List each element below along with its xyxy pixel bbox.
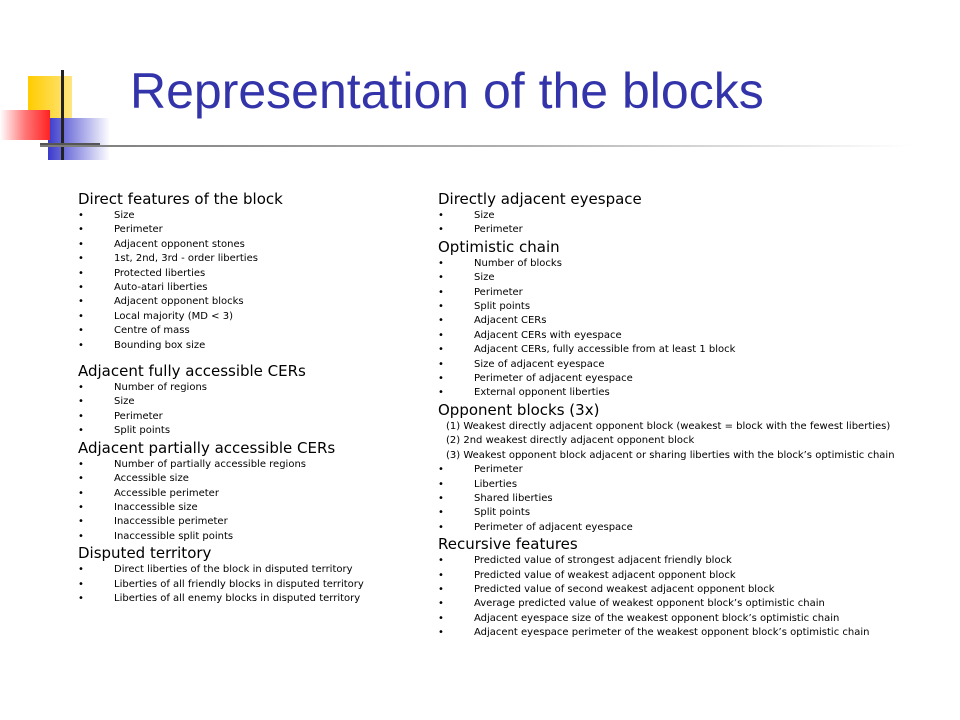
bullet-icon: • <box>78 530 84 542</box>
bullet-icon: • <box>78 267 84 279</box>
bullet-icon: • <box>78 382 84 394</box>
list-item <box>78 339 418 353</box>
bullet-icon: • <box>78 487 84 499</box>
section-list <box>78 209 418 353</box>
bullet-icon: • <box>438 257 444 269</box>
list-item <box>438 343 938 357</box>
list-item <box>78 410 418 424</box>
blue-square <box>48 118 110 160</box>
list-item-label: Liberties of all enemy blocks in disputed territory <box>114 592 361 604</box>
section-heading: Adjacent partially accessible CERs <box>78 438 336 457</box>
list-item <box>78 295 418 309</box>
list-item-label: Perimeter <box>474 464 523 476</box>
list-item <box>438 257 938 271</box>
note-line: (1) Weakest directly adjacent opponent block (weakest = block with the fewest liberties) <box>446 420 891 432</box>
bullet-icon: • <box>438 210 444 221</box>
bullet-icon: • <box>438 373 444 385</box>
list-item <box>78 578 418 592</box>
list-item-label: Predicted value of weakest adjacent opponent block <box>474 569 736 581</box>
list-item <box>438 492 938 506</box>
bullet-icon: • <box>78 501 84 513</box>
bullet-icon: • <box>438 224 444 236</box>
section-heading: Adjacent fully accessible CERs <box>78 362 306 381</box>
list-item-label: Accessible size <box>114 473 189 485</box>
list-item-label: Average predicted value of weakest opponent block’s optimistic chain <box>474 598 825 610</box>
list-item <box>438 597 938 611</box>
list-item-label: Adjacent eyespace size of the weakest opponent block’s optimistic chain <box>474 612 840 624</box>
bullet-icon: • <box>438 521 444 533</box>
bullet-icon: • <box>438 555 444 567</box>
bullet-icon: • <box>438 598 444 610</box>
list-item <box>438 372 938 386</box>
bullet-icon: • <box>438 612 444 624</box>
list-item-label: External opponent liberties <box>474 387 610 399</box>
list-item-label: Number of blocks <box>474 257 562 269</box>
section-heading: Disputed territory <box>78 544 212 563</box>
list-item <box>438 286 938 300</box>
bullet-icon: • <box>438 478 444 490</box>
section-heading: Directly adjacent eyespace <box>438 190 642 208</box>
list-item <box>438 569 938 583</box>
bullet-icon: • <box>438 344 444 356</box>
title-underline <box>40 145 910 147</box>
list-item <box>78 515 418 529</box>
list-item <box>78 472 418 486</box>
list-item <box>78 501 418 515</box>
bullet-icon: • <box>78 282 84 294</box>
list-item-label: Perimeter <box>114 410 163 422</box>
list-item-label: Adjacent opponent stones <box>114 238 245 250</box>
bullet-icon: • <box>78 425 84 437</box>
list-item-label: Auto-atari liberties <box>114 282 208 294</box>
list-item-label: Direct liberties of the block in disputed territory <box>114 564 353 576</box>
bullet-icon: • <box>78 224 84 236</box>
list-item-label: Perimeter <box>114 224 163 236</box>
bullet-icon: • <box>78 592 84 604</box>
list-item <box>438 223 938 237</box>
list-item <box>78 267 418 281</box>
bullet-icon: • <box>438 286 444 298</box>
list-item <box>78 530 418 544</box>
list-item-label: Perimeter <box>474 286 523 298</box>
list-item <box>78 592 418 606</box>
slide-title: Representation of the blocks <box>130 63 764 119</box>
section-heading: Recursive features <box>438 535 578 554</box>
section-heading: Opponent blocks (3x) <box>438 400 600 419</box>
bullet-icon: • <box>438 315 444 327</box>
list-item-label: Adjacent CERs, fully accessible from at least 1 block <box>474 344 736 356</box>
list-item-label: Predicted value of strongest adjacent friendly block <box>474 555 732 567</box>
bullet-icon: • <box>78 410 84 422</box>
bullet-icon: • <box>78 325 84 337</box>
list-item-label: Predicted value of second weakest adjacent opponent block <box>474 583 775 595</box>
list-item-label: Liberties of all friendly blocks in disputed territory <box>114 578 364 590</box>
bullet-icon: • <box>78 458 84 470</box>
list-item <box>438 314 938 328</box>
list-item <box>78 238 418 252</box>
list-item-label: Split points <box>474 507 531 519</box>
bullet-icon: • <box>78 238 84 250</box>
list-item <box>438 521 938 535</box>
list-item-label: Inaccessible size <box>114 501 198 513</box>
list-item <box>78 223 418 237</box>
list-item-label: Inaccessible perimeter <box>114 516 228 528</box>
list-item-label: Number of regions <box>114 382 208 394</box>
list-item <box>438 329 938 343</box>
section-heading: Direct features of the block <box>78 190 283 208</box>
list-item <box>78 252 418 266</box>
section-heading: Optimistic chain <box>438 237 560 256</box>
bullet-icon: • <box>78 253 84 265</box>
list-item-label: Size <box>474 272 495 284</box>
bullet-icon: • <box>438 627 444 639</box>
list-item <box>438 209 938 223</box>
bullet-icon: • <box>78 310 84 322</box>
list-item <box>438 386 938 400</box>
list-item <box>438 358 938 372</box>
list-item-label: Accessible perimeter <box>114 487 219 499</box>
list-item-label: Adjacent opponent blocks <box>114 296 244 308</box>
list-item <box>438 478 938 492</box>
note-line: (2) 2nd weakest directly adjacent opponent block <box>446 435 695 447</box>
list-item-label: Centre of mass <box>114 325 190 337</box>
bullet-icon: • <box>438 272 444 284</box>
list-item-label: Inaccessible split points <box>114 530 234 542</box>
bullet-icon: • <box>78 473 84 485</box>
list-item-label: Adjacent CERs with eyespace <box>474 329 622 341</box>
list-item-label: Size <box>474 210 495 221</box>
bullet-icon: • <box>438 492 444 504</box>
bullet-icon: • <box>438 569 444 581</box>
section-list <box>438 554 938 640</box>
list-item-label: Perimeter <box>474 224 523 236</box>
list-item-label: Protected liberties <box>114 267 206 279</box>
right-column <box>438 190 938 641</box>
note-line: (3) Weakest opponent block adjacent or sharing liberties with the block’s optimistic chain <box>446 449 895 461</box>
section-list <box>78 458 418 544</box>
list-item-label: Adjacent eyespace perimeter of the weakest opponent block’s optimistic chain <box>474 627 870 639</box>
list-item-label: Size <box>114 210 135 221</box>
list-item <box>438 612 938 626</box>
bullet-icon: • <box>78 516 84 528</box>
list-item <box>78 324 418 338</box>
bullet-icon: • <box>438 464 444 476</box>
list-item <box>438 271 938 285</box>
list-item-label: Number of partially accessible regions <box>114 458 307 470</box>
bullet-icon: • <box>438 301 444 313</box>
list-item <box>438 626 938 640</box>
list-item-label: Shared liberties <box>474 492 553 504</box>
bullet-icon: • <box>78 564 84 576</box>
section-list <box>438 257 938 401</box>
bullet-icon: • <box>438 329 444 341</box>
list-item-label: Perimeter of adjacent eyespace <box>474 521 633 533</box>
list-item-label: Size of adjacent eyespace <box>474 358 605 370</box>
list-item <box>78 563 418 577</box>
bullet-icon: • <box>78 396 84 408</box>
bullet-icon: • <box>78 578 84 590</box>
bullet-icon: • <box>78 210 84 221</box>
left-column <box>78 190 418 606</box>
bullet-icon: • <box>78 296 84 308</box>
list-item-label: 1st, 2nd, 3rd - order liberties <box>114 253 258 265</box>
bullet-icon: • <box>438 507 444 519</box>
list-item <box>438 463 938 477</box>
section-list <box>438 463 938 535</box>
list-item-label: Bounding box size <box>114 339 206 351</box>
list-item <box>438 583 938 597</box>
list-item <box>78 281 418 295</box>
list-item-label: Split points <box>114 425 171 437</box>
list-item <box>78 458 418 472</box>
list-item <box>438 554 938 568</box>
list-item <box>438 506 938 520</box>
section-list <box>438 209 938 238</box>
red-square <box>0 110 50 140</box>
list-item <box>78 209 418 223</box>
bullet-icon: • <box>438 358 444 370</box>
bullet-icon: • <box>438 583 444 595</box>
section-list <box>78 563 418 606</box>
list-item <box>438 300 938 314</box>
list-item <box>78 487 418 501</box>
list-item <box>78 381 418 395</box>
list-item <box>78 310 418 324</box>
list-item-label: Adjacent CERs <box>474 315 547 327</box>
list-item-label: Local majority (MD < 3) <box>114 310 233 322</box>
list-item <box>78 395 418 409</box>
list-item <box>78 424 418 438</box>
list-item-label: Perimeter of adjacent eyespace <box>474 373 633 385</box>
list-item-label: Split points <box>474 301 531 313</box>
bullet-icon: • <box>78 339 84 351</box>
section-list <box>78 381 418 439</box>
list-item-label: Size <box>114 396 135 408</box>
bullet-icon: • <box>438 387 444 399</box>
list-item-label: Liberties <box>474 478 518 490</box>
